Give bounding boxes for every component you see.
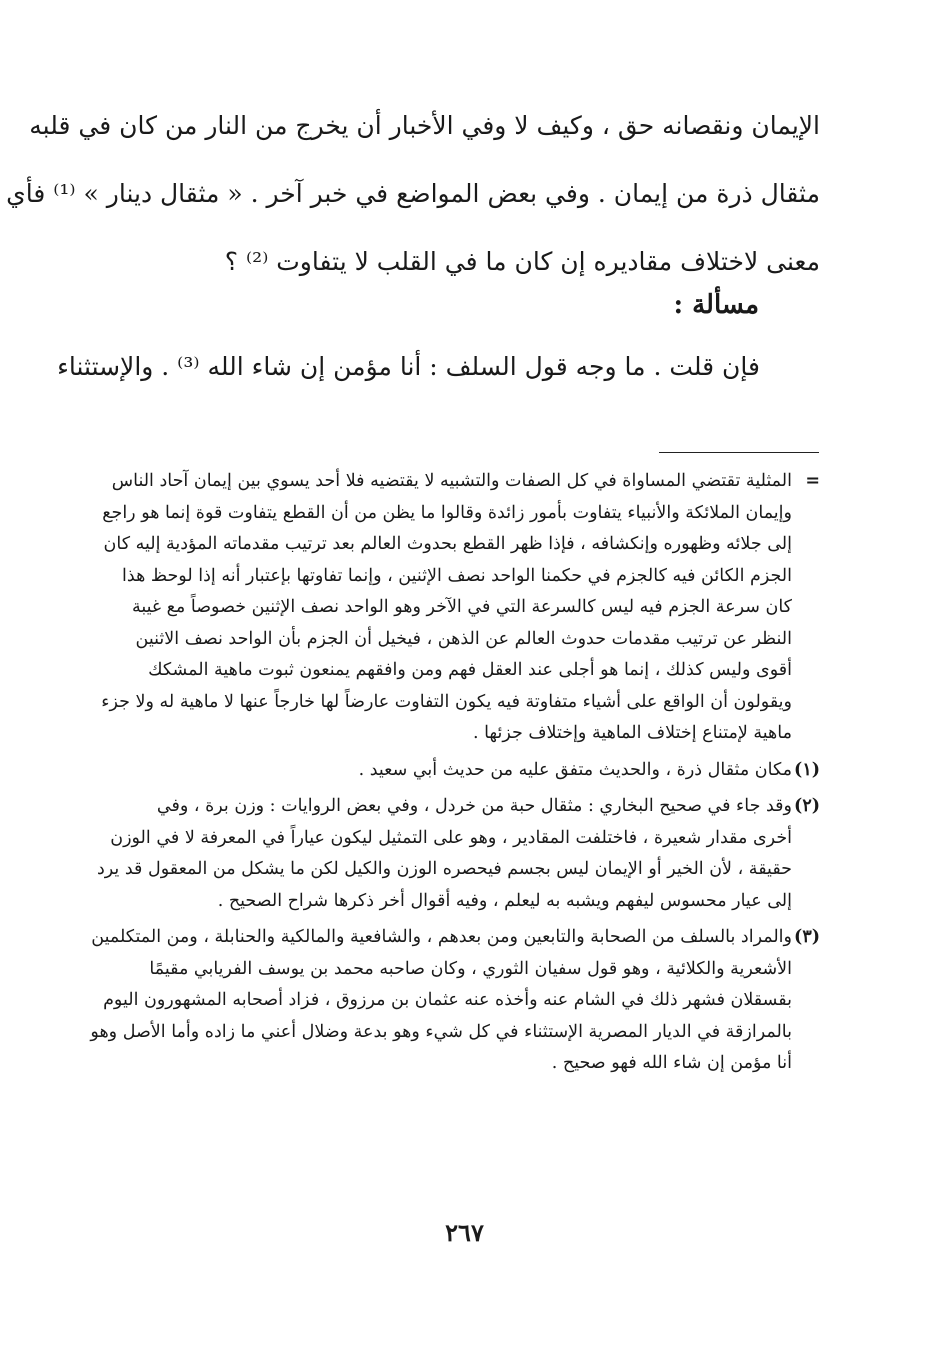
footnote-2 xyxy=(96,791,820,917)
footnote-line: وإيمان الملائكة والأنبياء يتفاوت بأمور زائدة وقالوا ما يظن من أن القطع يتفاوت قوة إنما هو راجع xyxy=(102,502,792,523)
page-number: ٢٦٧ xyxy=(445,1218,484,1247)
footnote-line: أنا مؤمن إن شاء الله فهو صحيح . xyxy=(551,1053,792,1073)
footnote-1 xyxy=(108,755,820,787)
footnote-marker: (٢) xyxy=(794,796,820,816)
footnote-line: بقسقلان فشهر ذلك في الشام عنه وأخذه عنه عثمان بن مرزوق ، فزاد أصحابه المشهورون اليوم xyxy=(103,990,792,1010)
footnote-line: المثلية تقتضي المساواة في كل الصفات والتشبيه لا يقتضيه فلا أحد يسوي بين إيمان آحاد الناس xyxy=(111,471,792,491)
footnote-line: أخرى مقدار شعيرة ، فاختلفت المقادير ، وهو على التمثيل ليكون عياراً في المعرفة لا في الوزن xyxy=(110,827,792,848)
main-text-line: الإيمان ونقصانه حق ، وكيف لا وفي الأخبار أن يخرج من النار من كان في قلبه xyxy=(29,111,820,140)
footnote-line: بالمرازقة في الديار المصرية الإستثناء في كل شيء وهو بدعة وضلال أعني ما زاده وأما الأصل وهو xyxy=(90,1021,792,1042)
section-heading: مسألة : xyxy=(673,290,759,320)
footnote-3 xyxy=(90,922,820,1080)
footnote-line: وقد جاء في صحيح البخاري : مثقال حبة من خردل ، وفي بعض الروايات : وزن برة ، وفي xyxy=(156,796,792,816)
footnote-line: والمراد بالسلف من الصحابة والتابعين ومن بعدهم ، والشافعية والمالكية والحنابلة ، ومن المتكلمين xyxy=(91,927,792,947)
footnote-line: مكان مثقال ذرة ، والحديث متفق عليه من حديث أبي سعيد . xyxy=(358,759,792,780)
footnote-line: ماهية لإمتناع إختلاف الماهية وإختلاف جزئها . xyxy=(472,723,792,743)
main-text-line: معنى لاختلاف مقاديره إن كان ما في القلب لا يتفاوت ⁽²⁾ ؟ xyxy=(224,247,820,276)
footnote-line: الأشعرية والكلائية ، وهو قول سفيان الثوري ، وكان صاحبه محمد بن يوسف الفريابي مقيمًا xyxy=(149,958,792,979)
footnote-line: كان سرعة الجزم فيه ليس كالسرعة التي في الآخر وهو الواحد نصف الإثنين خصوصاً مع غيبة xyxy=(131,597,792,617)
continuation-marker: = xyxy=(805,471,820,491)
question-line: فإن قلت . ما وجه قول السلف : أنا مؤمن إن شاء الله ⁽³⁾ . والإستثناء xyxy=(57,352,760,381)
footnote-divider xyxy=(659,452,819,453)
footnote-line: النظر عن ترتيب مقدمات حدوث العالم عن الذهن ، فيخيل أن الجزم بأن الواحد نصف الاثنين xyxy=(135,628,792,649)
footnote-line: أقوى وليس كذلك ، إنما هو أجلى عند العقل فهم ومن وافقهم يمنعون ثبوت ماهية المشكك xyxy=(148,660,792,680)
footnote-line: إلى جلائه وظهوره وإنكشافه ، فإذا ظهر القطع بحدوث العالم بعد ترتيب مقدماته المؤدية إليه كان xyxy=(103,534,792,554)
main-paragraph xyxy=(6,92,820,296)
footnote-line: ويقولون أن الواقع على أشياء متفاوتة فيه يكون التفاوت عارضاً لها خارجاً عنها لا ماهية له ولا جزء xyxy=(101,691,792,712)
footnote-marker: (١) xyxy=(794,759,820,780)
footnote-line: إلى عيار محسوس ليفهم ويشبه به ليعلم ، وفيه أقوال أخر ذكرها شراح الصحيح . xyxy=(217,890,792,911)
footnote-marker: (٣) xyxy=(794,927,820,947)
footnote-line: حقيقة ، لأن الخير أو الإيمان ليس بجسم فيحصره الوزن والكيل لكن ما يشكل من المعقول قد يرد xyxy=(96,859,792,879)
footnote-continuation xyxy=(101,466,820,750)
main-text-line: مثقال ذرة من إيمان . وفي بعض المواضع في خبر آخر . « مثقال دينار » ⁽¹⁾ فأي xyxy=(6,179,820,208)
footnote-line: الجزم الكائن فيه كالجزم في حكمنا الواحد نصف الإثنين ، وإنما تفاوتها بإعتبار أنه إذا لوحظ هذا xyxy=(122,565,792,586)
footnotes xyxy=(90,466,820,1085)
